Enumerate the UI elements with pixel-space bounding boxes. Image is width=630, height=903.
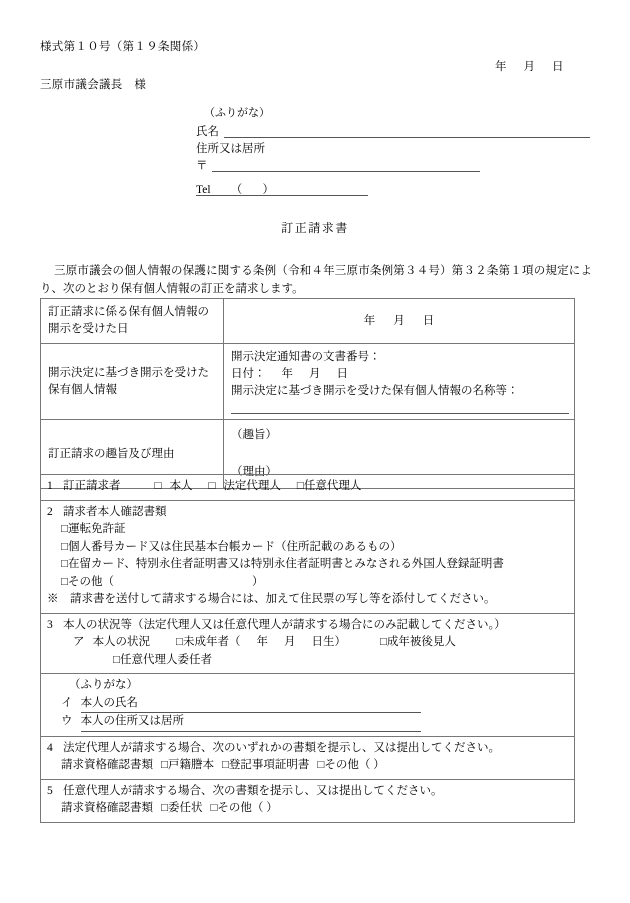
row3-purpose-label: （趣旨）: [231, 429, 277, 441]
row2-year: 年: [281, 368, 293, 380]
row2-name-line: 開示決定に基づき開示を受けた保有個人情報の名称等：: [231, 385, 519, 397]
item2-option-0: 運転免許証: [67, 523, 126, 535]
applicant-name-label: 氏名: [196, 126, 219, 138]
row2-month: 月: [309, 368, 321, 380]
item3-checkbox-minor[interactable]: □: [176, 636, 183, 648]
lead-paragraph: 三原市議会の個人情報の保護に関する条例（令和４年三原市条例第３４号）第３２条第１項の規定により、次のとおり保有個人情報の訂正を請求します。: [40, 265, 592, 295]
row2-label: 開示決定に基づき開示を受けた保有個人情報: [41, 344, 224, 420]
item2-option-row: [47, 539, 568, 557]
item4-docs-label: 請求資格確認書類: [61, 759, 153, 771]
item1-checkbox-1[interactable]: □: [208, 480, 216, 492]
item5-checkbox-0[interactable]: □: [161, 802, 168, 814]
item3-sub-a-label: 本人の状況: [92, 636, 150, 648]
item3-minor-day: 日生）: [311, 636, 346, 648]
item5-docs-label: 請求資格確認書類: [61, 802, 153, 814]
item5-options-row: [47, 800, 568, 818]
table-row: [41, 299, 575, 344]
item5-heading: [47, 783, 568, 801]
row2-doc-number-line: 開示決定通知書の文書番号：: [231, 351, 381, 363]
item2-option-1: 個人番号カード又は住民基本台帳カード（住所記載のあるもの）: [67, 540, 402, 553]
item1-checkbox-2[interactable]: □: [296, 480, 304, 492]
disclosure-info-table: [40, 298, 575, 489]
item3-furigana-label: （ふりがな）: [69, 679, 138, 691]
item4-options-row: [47, 757, 568, 775]
item1-number: 1: [47, 480, 53, 492]
row2-day: 日: [336, 368, 348, 380]
item2-option-2: 在留カード、特別永住者証明書又は特別永住者証明書とみなされる外国人登録証明書: [67, 558, 504, 570]
item4-label: 法定代理人が請求する場合、次のいずれかの書類を提示し、又は提出してください。: [63, 741, 500, 754]
item3-sub-u-label[interactable]: 本人の住所又は居所: [81, 713, 421, 732]
table-row: [41, 475, 575, 501]
applicant-address-label: 住所又は居所: [196, 143, 265, 155]
applicant-name-writeline[interactable]: [224, 137, 590, 138]
applicant-postal-label: 〒: [196, 160, 208, 172]
row1-day: 日: [422, 314, 435, 327]
item4-cell: [41, 736, 575, 779]
item4-heading: [47, 740, 568, 758]
item4-checkbox-1[interactable]: □: [221, 759, 229, 771]
item4-checkbox-2[interactable]: □: [317, 759, 325, 771]
item3-label: 本人の状況等（法定代理人又は任意代理人が請求する場合にのみ記載してください。）: [63, 618, 506, 631]
item3-sub-i-label[interactable]: 本人の氏名: [81, 695, 421, 714]
item3-number: 3: [47, 618, 53, 631]
item3-ward-label: 成年被後見人: [386, 636, 456, 648]
item3-minor-label: 未成年者（: [182, 636, 241, 648]
item1-option-1: 法定代理人: [223, 480, 281, 492]
header-date-line: [495, 58, 564, 74]
item4-checkbox-0[interactable]: □: [161, 759, 168, 771]
row1-year: 年: [363, 314, 376, 327]
header-date-year: 年: [495, 61, 507, 73]
item3-checkbox-delegator[interactable]: □: [113, 653, 120, 666]
item3-delegator-label: 任意代理人委任者: [119, 653, 212, 666]
item2-checkbox-0[interactable]: □: [61, 523, 68, 535]
item2-cell: [41, 500, 575, 613]
item2-option-row: [47, 556, 568, 574]
item2-checkbox-1[interactable]: □: [61, 540, 68, 553]
item2-label: 請求者本人確認書類: [63, 505, 167, 518]
item2-option-3: その他（ ）: [67, 575, 264, 588]
row2-date-prefix: 日付：: [231, 368, 266, 380]
item3-minor-year: 年: [256, 636, 268, 648]
row1-date-value[interactable]: [224, 299, 575, 344]
row3-reason-label: （理由）: [231, 466, 277, 478]
row1-label: 訂正請求に係る保有個人情報の開示を受けた日: [41, 299, 224, 344]
applicant-tel-paren-open: （: [230, 184, 243, 196]
item2-checkbox-3[interactable]: □: [61, 575, 68, 588]
applicant-tel-text: Tel: [196, 184, 211, 196]
row2-date-line: [231, 366, 567, 383]
item3-cell: [41, 613, 575, 674]
item3-heading: [47, 617, 568, 635]
item2-option-row: [47, 574, 568, 592]
table-row: [41, 344, 575, 420]
item5-option-1: その他（ ）: [217, 802, 278, 814]
item5-cell: [41, 779, 575, 822]
item3-checkbox-ward[interactable]: □: [379, 636, 387, 648]
item4-option-1: 登記事項証明書: [228, 759, 310, 771]
item4-option-2: その他（ ）: [324, 759, 385, 771]
item3-sub-a-row: [47, 634, 568, 652]
item2-option-row: [47, 521, 568, 539]
item5-label: 任意代理人が請求する場合、次の書類を提示し、又は提出してください。: [63, 784, 443, 797]
page-title: 訂正請求書: [281, 221, 349, 235]
item3-sub-i-marker: イ: [61, 696, 73, 709]
item1-cell: [41, 475, 575, 501]
item3-sub-i-row: [47, 695, 568, 714]
applicant-furigana-label: （ふりがな）: [204, 107, 270, 119]
applicant-postal-writeline[interactable]: [212, 171, 480, 172]
item3-sub-u-marker: ウ: [61, 715, 73, 727]
item1-option-0: 本人: [169, 480, 193, 492]
item2-note: ※ 請求書を送付して請求する場合には、加えて住民票の写し等を添付してください。: [47, 593, 496, 605]
item2-number: 2: [47, 505, 53, 518]
item4-option-0: 戸籍謄本: [167, 759, 214, 771]
item4-number: 4: [47, 741, 53, 754]
addressee: 三原市議会議長 様: [40, 79, 147, 91]
header-date-day: 日: [552, 61, 564, 73]
table-row: [41, 779, 575, 822]
requester-details-table: [40, 474, 575, 823]
row3-label: 訂正請求の趣旨及び理由: [41, 420, 224, 489]
header-date-month: 月: [523, 61, 535, 73]
table-row: [41, 500, 575, 613]
applicant-tel-writeline[interactable]: [196, 195, 368, 196]
item2-heading: [47, 504, 568, 522]
item3-sub-a-marker: ア: [73, 636, 85, 648]
item5-option-0: 委任状: [167, 802, 203, 814]
item3-name-address-cell: [41, 674, 575, 737]
item5-number: 5: [47, 784, 53, 797]
item1-label: 訂正請求者: [63, 480, 121, 492]
form-number: 様式第１０号（第１９条関係）: [40, 41, 206, 53]
item5-checkbox-1[interactable]: □: [210, 802, 218, 814]
item1-checkbox-0[interactable]: □: [154, 480, 162, 492]
table-row: [41, 736, 575, 779]
item2-checkbox-2[interactable]: □: [61, 558, 68, 570]
applicant-tel-paren-close: ）: [262, 184, 275, 196]
row2-value[interactable]: [224, 344, 575, 420]
row2-writeline[interactable]: [231, 413, 569, 414]
item3-sub-u-row: [47, 713, 568, 732]
row1-month: 月: [393, 314, 405, 327]
item3-minor-month: 月: [283, 636, 296, 648]
table-row: [41, 674, 575, 737]
item1-option-2: 任意代理人: [303, 480, 362, 492]
table-row: [41, 613, 575, 674]
item3-sub-a-row2: [47, 652, 568, 670]
